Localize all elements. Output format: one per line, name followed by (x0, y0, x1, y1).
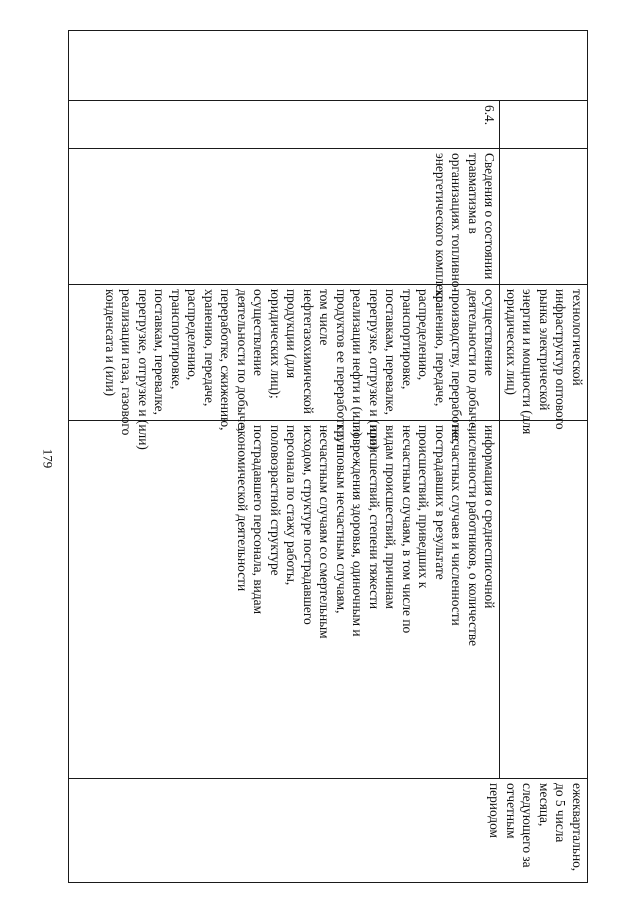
text-line: половозрастной структуре (268, 425, 283, 576)
cell-name (500, 149, 588, 285)
text-line: юридических лиц) (504, 289, 519, 395)
text-line: юридических лиц); (268, 289, 283, 399)
text-line: следующего за (520, 783, 536, 868)
text-line: происшествий, степени тяжести (367, 425, 382, 610)
text-line: том числе (317, 289, 333, 346)
text-line: транспортировке, (400, 289, 415, 390)
rotated-page-content (68, 30, 588, 882)
text-line: периодом (487, 783, 503, 839)
text-line: травматизма в (466, 153, 481, 234)
text-line: поставкам, перевалке, (383, 289, 399, 415)
text-line: нефтегазохимической (301, 289, 316, 414)
requirements-table (68, 30, 588, 883)
text-line: энергетического комплекса (433, 153, 448, 309)
text-line: рынка электрической (537, 289, 552, 411)
cell-information (500, 421, 588, 779)
text-line: хранению, передаче, (433, 289, 448, 407)
empty-margin-cell (69, 31, 588, 101)
text-line: распределению, (185, 289, 201, 381)
text-line: деятельности по добыче, (235, 289, 250, 432)
text-line: отчетным (504, 783, 519, 839)
text-line: несчастным случаям со смертельным (317, 425, 333, 639)
text-line: несчастным случаям, в том числе по (400, 425, 415, 634)
table-row-continuation (500, 31, 588, 883)
text-line: информация о среднесписочной (482, 425, 498, 609)
text-line: конденсата и (или) (103, 289, 118, 397)
text-line: деятельности по добыче, (466, 289, 481, 432)
text-line: переработке, сжижению, (218, 289, 234, 431)
text-line: осуществление (482, 289, 498, 376)
text-line: распределению, (416, 289, 432, 381)
page-number: 179 (40, 448, 56, 469)
text-line: реализации нефти и (или) (350, 289, 366, 437)
text-line: происшествий, приведших к (416, 425, 432, 589)
cell-name (69, 149, 501, 309)
text-line: персонала по стажу работы, (284, 425, 300, 586)
table-row-6-4 (69, 31, 501, 883)
text-line: хранению, передаче, (202, 289, 217, 407)
text-line: пострадавших в результате (433, 425, 448, 580)
text-line: производству, переработке, (449, 289, 465, 445)
text-line: транспортировке, (169, 289, 184, 390)
text-line: экономической деятельности (235, 425, 250, 592)
text-line: перегрузке, отгрузке и (или) (367, 289, 382, 450)
text-line: осуществление (251, 289, 267, 376)
text-line: повреждения здоровья, одиночным и (350, 425, 366, 637)
cell-period (69, 779, 588, 883)
text-line: продукции (для (284, 289, 300, 379)
text-line: несчастных случаев и численности (449, 425, 465, 626)
cell-number: 6.4. (69, 101, 501, 149)
text-line: организациях топливно- (449, 153, 465, 292)
text-line: технологической (570, 289, 585, 386)
text-line: видам происшествий, причинам (383, 425, 399, 609)
text-line: численности работников, о количестве (466, 425, 481, 647)
text-line: реализации газа, газового (119, 289, 135, 436)
text-line: Сведения о состоянии (482, 153, 498, 280)
text-line: до 5 числа (553, 783, 569, 843)
cell-subject (500, 285, 588, 435)
cell-information (69, 421, 501, 779)
cell-subject (69, 285, 501, 451)
text-line: продуктов ее переработки, в (334, 289, 349, 451)
text-line: инфраструктур оптового (553, 289, 569, 430)
text-line: пострадавшего персонала, видам (251, 425, 267, 615)
text-line: энергии и мощности (для (520, 289, 536, 435)
text-line: перегрузке, отгрузке и (или) (136, 289, 151, 450)
text-line: исходом, структуре пострадавшего (301, 425, 316, 625)
text-line: поставкам, перевалке, (152, 289, 168, 415)
text-line: месяца, (537, 783, 552, 827)
text-line: ежеквартально, (570, 783, 585, 872)
cell-number (500, 101, 588, 149)
text-line: групповым несчастным случаям, (334, 425, 349, 614)
